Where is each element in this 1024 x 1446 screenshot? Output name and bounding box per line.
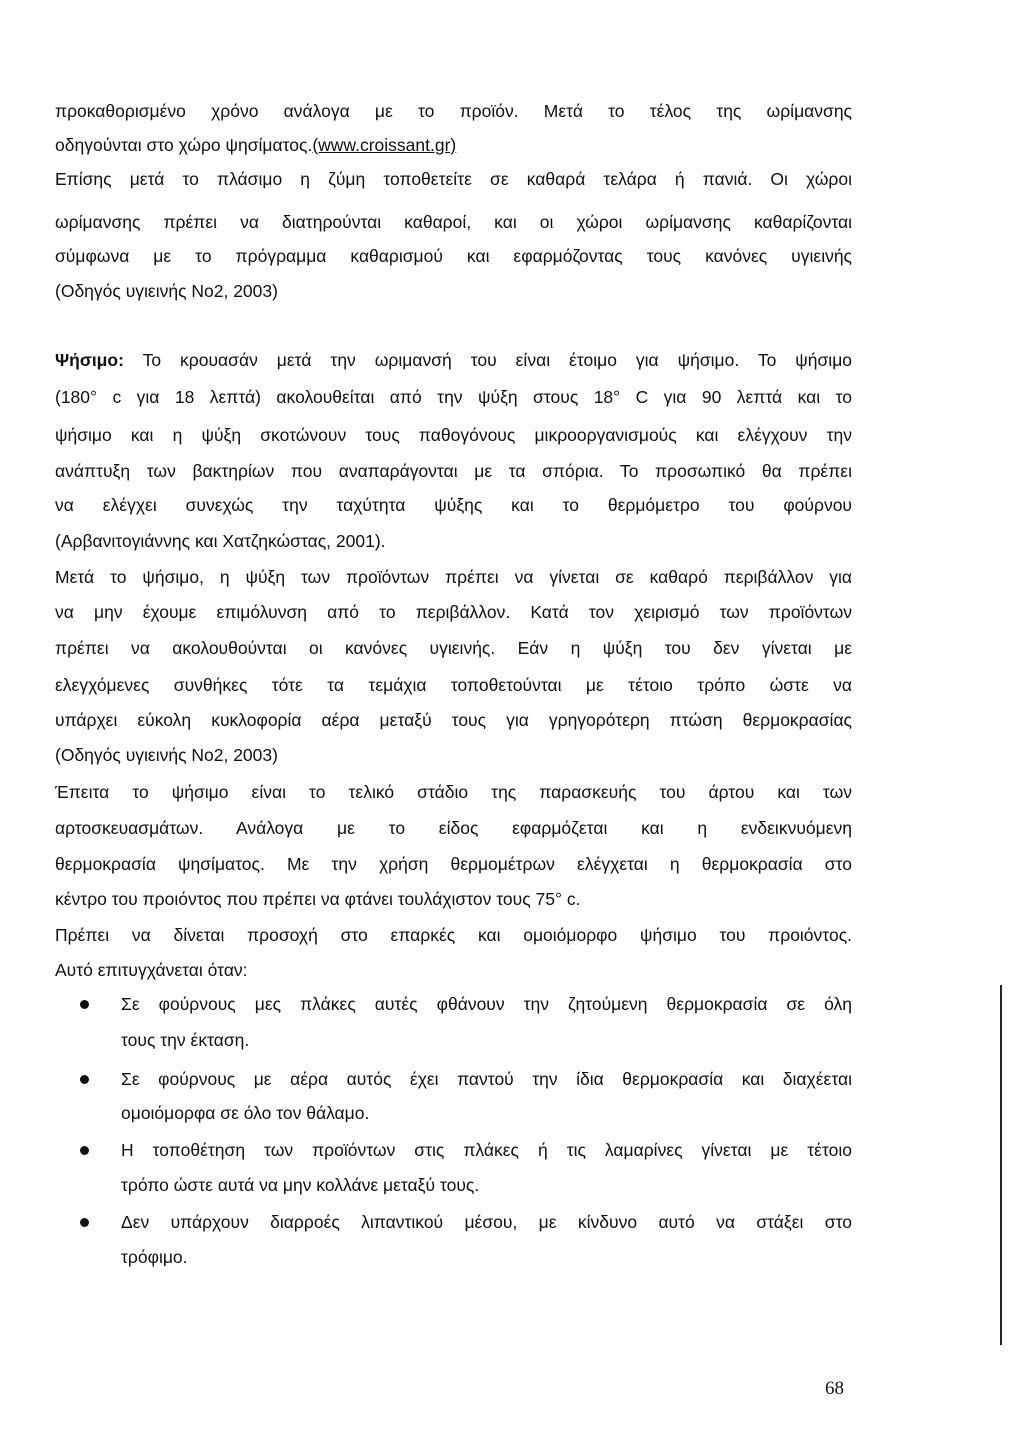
text-line: να μην έχουμε επιμόλυνση από το περιβάλλον. Κατά τον χειρισμό των προϊόντων bbox=[55, 602, 852, 622]
page-number: 68 bbox=[825, 1378, 844, 1399]
list-item-continuation: τους την έκταση. bbox=[121, 1030, 250, 1050]
section-heading-baking: Ψήσιμο: bbox=[55, 350, 124, 370]
text-line: κέντρο του προιόντος που πρέπει να φτάνει τουλάχιστον τους 75° c. bbox=[55, 889, 581, 909]
text-line: σύμφωνα με το πρόγραμμα καθαρισμού και εφαρμόζοντας τους κανόνες υγιεινής bbox=[55, 246, 852, 266]
text-line: Έπειτα το ψήσιμο είναι το τελικό στάδιο της παρασκευής του άρτου και των bbox=[55, 782, 852, 802]
text-line bbox=[55, 134, 852, 156]
text-line: ψήσιμο και η ψύξη σκοτώνουν τους παθογόνους μικροοργανισμούς και ελέγχουν την bbox=[55, 425, 852, 445]
text-segment: Το κρουασάν μετά την ωριμανσή του είναι έτοιμο για ψήσιμο. Το ψήσιμο bbox=[142, 350, 853, 370]
text-line: πρέπει να ακολουθούνται οι κανόνες υγιεινής. Εάν η ψύξη του δεν γίνεται με bbox=[55, 638, 852, 658]
margin-rule bbox=[1000, 985, 1002, 1345]
text-line: να ελέγχει συνεχώς την ταχύτητα ψύξης και το θερμόμετρο του φούρνου bbox=[55, 495, 852, 515]
text-line: Αυτό επιτυγχάνεται όταν: bbox=[55, 960, 248, 980]
list-item-continuation: ομοιόμορφα σε όλο τον θάλαμο. bbox=[121, 1103, 370, 1123]
text-line: (Οδηγός υγιεινής Νο2, 2003) bbox=[55, 281, 278, 301]
bullet-dot-icon bbox=[80, 1075, 89, 1084]
list-item: Δεν υπάρχουν διαρροές λιπαντικού μέσου, με κίνδυνο αυτό να στάξει στο bbox=[121, 1212, 852, 1232]
text-line: αρτοσκευασμάτων. Ανάλογα με το είδος εφαρμόζεται και η ενδεικνυόμενη bbox=[55, 818, 852, 838]
list-item: Σε φούρνους μες πλάκες αυτές φθάνουν την ζητούμενη θερμοκρασία σε όλη bbox=[121, 994, 852, 1014]
text-line: (180° c για 18 λεπτά) ακολουθείται από την ψύξη στους 18° C για 90 λεπτά και το bbox=[55, 387, 852, 407]
bullet-dot-icon bbox=[80, 1146, 89, 1155]
text-line: ανάπτυξη των βακτηρίων που αναπαράγονται με τα σπόρια. Το προσωπικό θα πρέπει bbox=[55, 461, 852, 481]
website-link[interactable]: (www.croissant.gr) bbox=[312, 135, 457, 155]
text-line: ελεγχόμενες συνθήκες τότε τα τεμάχια τοποθετούνται με τέτοιο τρόπο ώστε να bbox=[55, 675, 852, 695]
list-item-continuation: τρόφιμο. bbox=[121, 1247, 188, 1267]
text-line: Επίσης μετά το πλάσιμο η ζύμη τοποθετείτε σε καθαρά τελάρα ή πανιά. Οι χώροι bbox=[55, 169, 852, 189]
text-line: Μετά το ψήσιμο, η ψύξη των προϊόντων πρέπει να γίνεται σε καθαρό περιβάλλον για bbox=[55, 567, 852, 587]
bullet-dot-icon bbox=[80, 1218, 89, 1227]
list-item: Σε φούρνους με αέρα αυτός έχει παντού την ίδια θερμοκρασία και διαχέεται bbox=[121, 1069, 852, 1089]
text-line: ωρίμανσης πρέπει να διατηρούνται καθαροί, και οι χώροι ωρίμανσης καθαρίζονται bbox=[55, 212, 852, 232]
text-line: (Οδηγός υγιεινής Νο2, 2003) bbox=[55, 745, 278, 765]
text-line: θερμοκρασία ψησίματος. Με την χρήση θερμομέτρων ελέγχεται η θερμοκρασία στο bbox=[55, 854, 852, 874]
text-segment: οδηγούνται στο χώρο ψησίματος. bbox=[55, 135, 313, 155]
text-line: προκαθορισμένο χρόνο ανάλογα με το προϊόν. Μετά το τέλος της ωρίμανσης bbox=[55, 101, 852, 121]
text-line: (Αρβανιτογιάννης και Χατζηκώστας, 2001). bbox=[55, 531, 386, 551]
bullet-dot-icon bbox=[80, 1000, 89, 1009]
text-line: υπάρχει εύκολη κυκλοφορία αέρα μεταξύ τους για γρηγορότερη πτώση θερμοκρασίας bbox=[55, 710, 852, 730]
text-line: Πρέπει να δίνεται προσοχή στο επαρκές και ομοιόμορφο ψήσιμο του προιόντος. bbox=[55, 925, 852, 945]
list-item-continuation: τρόπο ώστε αυτά να μην κολλάνε μεταξύ τους. bbox=[121, 1175, 480, 1195]
text-line bbox=[55, 349, 852, 371]
list-item: Η τοποθέτηση των προϊόντων στις πλάκες ή τις λαμαρίνες γίνεται με τέτοιο bbox=[121, 1140, 852, 1160]
